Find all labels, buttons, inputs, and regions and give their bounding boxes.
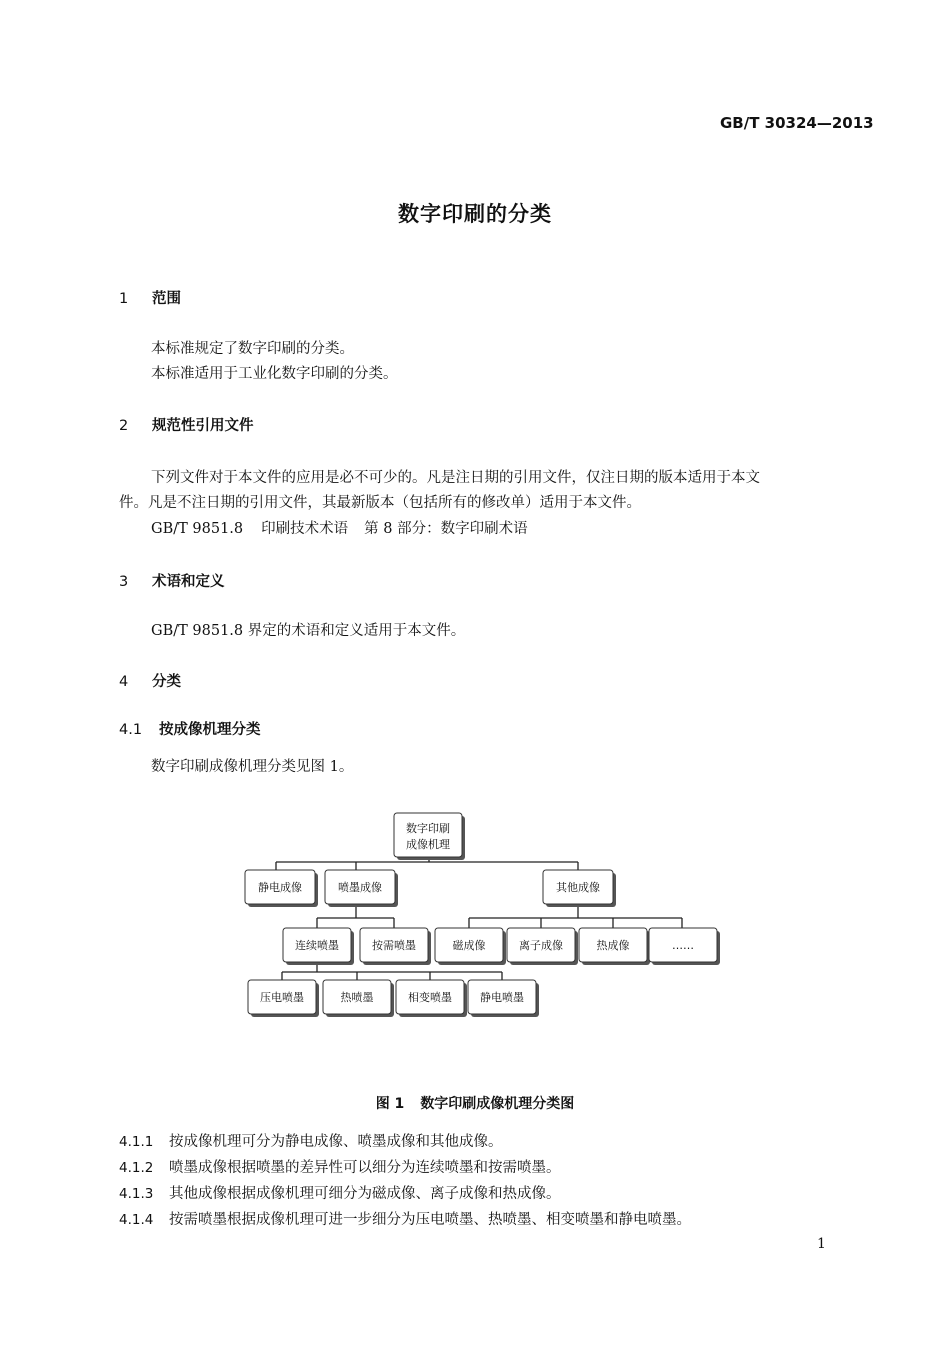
clause-number: 4.1.1	[119, 1134, 154, 1150]
clause-text: 喷墨成像根据喷墨的差异性可以细分为连续喷墨和按需喷墨。	[169, 1160, 561, 1176]
normative-paragraph-line-2: 件。凡是不注日期的引用文件，其最新版本（包括所有的修改单）适用于本文件。	[119, 495, 641, 511]
node-thermal-inkjet	[323, 980, 394, 1017]
node-label: 连续喷墨	[295, 939, 339, 952]
clause-4-1-4	[119, 1208, 691, 1229]
node-label: 静电成像	[258, 881, 302, 894]
clause-number: 4.1.4	[119, 1212, 154, 1228]
section-title: 规范性引用文件	[152, 418, 254, 434]
section-4-heading	[119, 670, 181, 691]
section-number: 2	[119, 418, 129, 434]
section-4-1-heading	[119, 718, 261, 739]
node-more	[649, 928, 720, 965]
clause-number: 4.1.3	[119, 1186, 154, 1202]
clause-number: 4.1.2	[119, 1160, 154, 1176]
document-title: 数字印刷的分类	[398, 202, 552, 226]
reference-code: GB/T 9851.8	[151, 521, 244, 537]
node-continuous-inkjet	[283, 928, 354, 965]
node-inkjet	[325, 870, 398, 907]
classification-tree-diagram	[230, 806, 730, 1036]
node-thermal	[579, 928, 650, 965]
section-number: 4	[119, 674, 129, 690]
node-electrostatic	[245, 870, 318, 907]
clause-4-1-3	[119, 1182, 561, 1203]
node-label: 磁成像	[452, 939, 486, 952]
scope-paragraph-1: 本标准规定了数字印刷的分类。	[151, 341, 354, 357]
section-number: 3	[119, 574, 129, 590]
node-label: ……	[672, 939, 694, 952]
section-title: 术语和定义	[152, 574, 225, 590]
section-title: 按成像机理分类	[159, 722, 261, 738]
section-number: 1	[119, 291, 129, 307]
node-label: 喷墨成像	[338, 881, 382, 894]
clause-4-1-1	[119, 1130, 503, 1151]
figure-reference-paragraph: 数字印刷成像机理分类见图 1。	[151, 759, 354, 775]
node-electrostatic-inkjet	[468, 980, 539, 1017]
section-3-heading	[119, 570, 225, 591]
node-label: 其他成像	[556, 881, 600, 894]
section-number: 4.1	[119, 722, 143, 738]
terms-paragraph: GB/T 9851.8 界定的术语和定义适用于本文件。	[151, 623, 466, 639]
node-ion	[507, 928, 578, 965]
figure-number: 图 1	[375, 1096, 405, 1112]
node-label: 按需喷墨	[372, 939, 416, 952]
normative-paragraph-line-1: 下列文件对于本文件的应用是必不可少的。凡是注日期的引用文件，仅注日期的版本适用于本文	[151, 470, 760, 486]
reference-part: 第 8 部分：数字印刷术语	[364, 521, 528, 537]
section-title: 分类	[152, 674, 181, 690]
node-piezo-inkjet	[248, 980, 319, 1017]
root-label-line-2: 成像机理	[406, 838, 450, 851]
page-number: 1	[817, 1236, 826, 1252]
node-label: 热成像	[596, 939, 630, 952]
figure-title: 数字印刷成像机理分类图	[420, 1096, 575, 1112]
figure-caption	[0, 1093, 950, 1113]
standard-code: GB/T 30324—2013	[720, 114, 874, 132]
section-2-heading	[119, 414, 254, 435]
clause-4-1-2	[119, 1156, 561, 1177]
node-label: 离子成像	[519, 939, 563, 952]
node-label: 热喷墨	[340, 991, 374, 1004]
reference-title: 印刷技术术语	[261, 521, 349, 537]
clause-text: 按成像机理可分为静电成像、喷墨成像和其他成像。	[169, 1134, 503, 1150]
section-1-heading	[119, 287, 181, 308]
node-magnetic	[435, 928, 506, 965]
node-label: 压电喷墨	[260, 991, 304, 1004]
root-label-line-1: 数字印刷	[406, 822, 450, 835]
clause-text: 按需喷墨根据成像机理可进一步细分为压电喷墨、热喷墨、相变喷墨和静电喷墨。	[169, 1212, 691, 1228]
node-root	[394, 813, 465, 860]
clause-text: 其他成像根据成像机理可细分为磁成像、离子成像和热成像。	[169, 1186, 561, 1202]
node-other	[543, 870, 616, 907]
section-title: 范围	[152, 291, 181, 307]
node-label: 相变喷墨	[408, 991, 452, 1004]
node-label: 静电喷墨	[480, 991, 524, 1004]
normative-reference	[151, 517, 528, 538]
node-on-demand-inkjet	[360, 928, 431, 965]
node-phase-change-inkjet	[396, 980, 467, 1017]
scope-paragraph-2: 本标准适用于工业化数字印刷的分类。	[151, 366, 398, 382]
